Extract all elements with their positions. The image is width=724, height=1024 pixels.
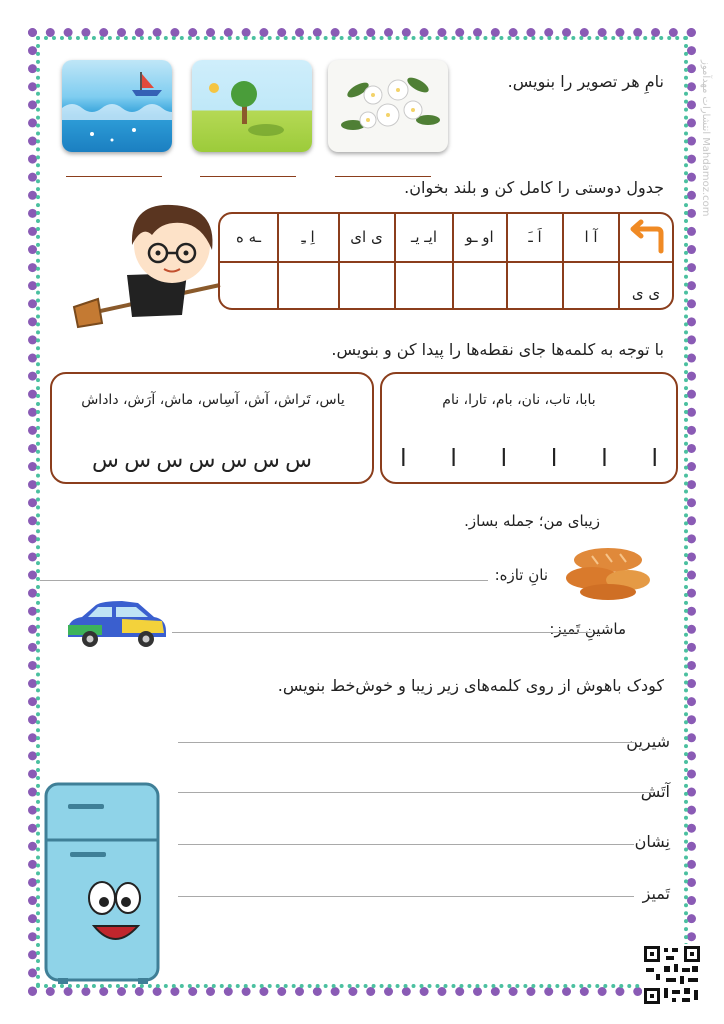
car-image	[62, 597, 170, 649]
letter-sin: س	[220, 448, 248, 473]
sentence-item-1: نانِ تازه:	[494, 566, 548, 584]
letter-alef: ا	[450, 444, 457, 472]
tree-icon	[192, 60, 312, 152]
letter-sin: س	[124, 448, 152, 473]
tree-image	[192, 60, 312, 152]
letters-left	[92, 448, 312, 473]
table-cell-r1c2: اَ ـَ	[528, 228, 542, 246]
letter-alef: ا	[601, 444, 608, 472]
boy-on-broom-image	[72, 195, 222, 330]
practice-line-2[interactable]	[178, 792, 654, 793]
table-cell-r1c4: ایـ یـ	[410, 228, 438, 246]
bread-image	[562, 540, 654, 602]
table-cell-r1c3: او ـو	[465, 228, 494, 246]
practice-line-1[interactable]	[178, 742, 634, 743]
letter-alef: ا	[500, 444, 508, 472]
side-watermark-text: انتشارات مهدآموز Mahdamoz.com	[700, 60, 711, 217]
letter-sin: س	[188, 448, 216, 473]
letters-right	[400, 444, 658, 472]
section3-title: با توجه به کلمه‌ها جای نقطه‌ها را پیدا کن و بنویس.	[331, 340, 664, 359]
table-cell-r2c1: ی ی	[631, 284, 661, 302]
friendship-table	[218, 212, 674, 310]
letter-alef: ا	[400, 444, 407, 472]
flower-icon	[328, 60, 448, 152]
letter-alef: ا	[550, 444, 558, 472]
sentence-line-2[interactable]	[172, 632, 592, 633]
practice-line-3[interactable]	[178, 844, 634, 845]
boat-icon	[62, 60, 172, 152]
practice-word-2: آتَش	[640, 782, 670, 801]
letter-alef: ا	[651, 444, 658, 472]
section2-title: جدول دوستی را کامل کن و بلند بخوان.	[404, 178, 664, 197]
sentence-item-2: ماشینِ تَمیز:	[549, 620, 626, 638]
jasmine-flower-image	[328, 60, 448, 152]
words-left: یاس، تَراش، آش، آسِاس، ماش، آرَش، داداش	[81, 392, 345, 408]
letter-sin: س	[285, 448, 312, 473]
letter-sin: س	[92, 448, 119, 473]
answer-line-3[interactable]	[335, 176, 431, 177]
fridge-image	[40, 780, 164, 986]
section5-title: کودک باهوش از روی کلمه‌های زیر زیبا و خوش‌خط بنویس.	[277, 676, 664, 695]
table-cell-r1c5: ی ای	[350, 228, 383, 246]
answer-line-1[interactable]	[66, 176, 162, 177]
practice-word-3: نِشان	[634, 832, 670, 851]
sea-image	[62, 60, 172, 152]
answer-line-2[interactable]	[200, 176, 296, 177]
table-cell-r1c7: ـه ه	[235, 228, 262, 246]
practice-word-1: شیرین	[626, 732, 670, 751]
table-cell-r1c1: آ ا	[584, 228, 598, 246]
qr-code-image	[642, 944, 702, 1006]
section4-title: زیبای من؛ جمله بساز.	[464, 512, 600, 530]
practice-word-4: تَمیز	[642, 884, 670, 903]
table-cell-r1c6: اِ ـِ	[301, 228, 315, 246]
back-arrow-icon	[625, 219, 667, 255]
letter-sin: س	[156, 448, 184, 473]
section1-title: نامِ هر تصویر را بنویس.	[507, 72, 664, 91]
words-right: بابا، تاب، نان، بام، تارا، نام	[442, 392, 596, 408]
letter-sin: س	[252, 448, 280, 473]
practice-line-4[interactable]	[178, 896, 634, 897]
sentence-line-1[interactable]	[40, 580, 488, 581]
